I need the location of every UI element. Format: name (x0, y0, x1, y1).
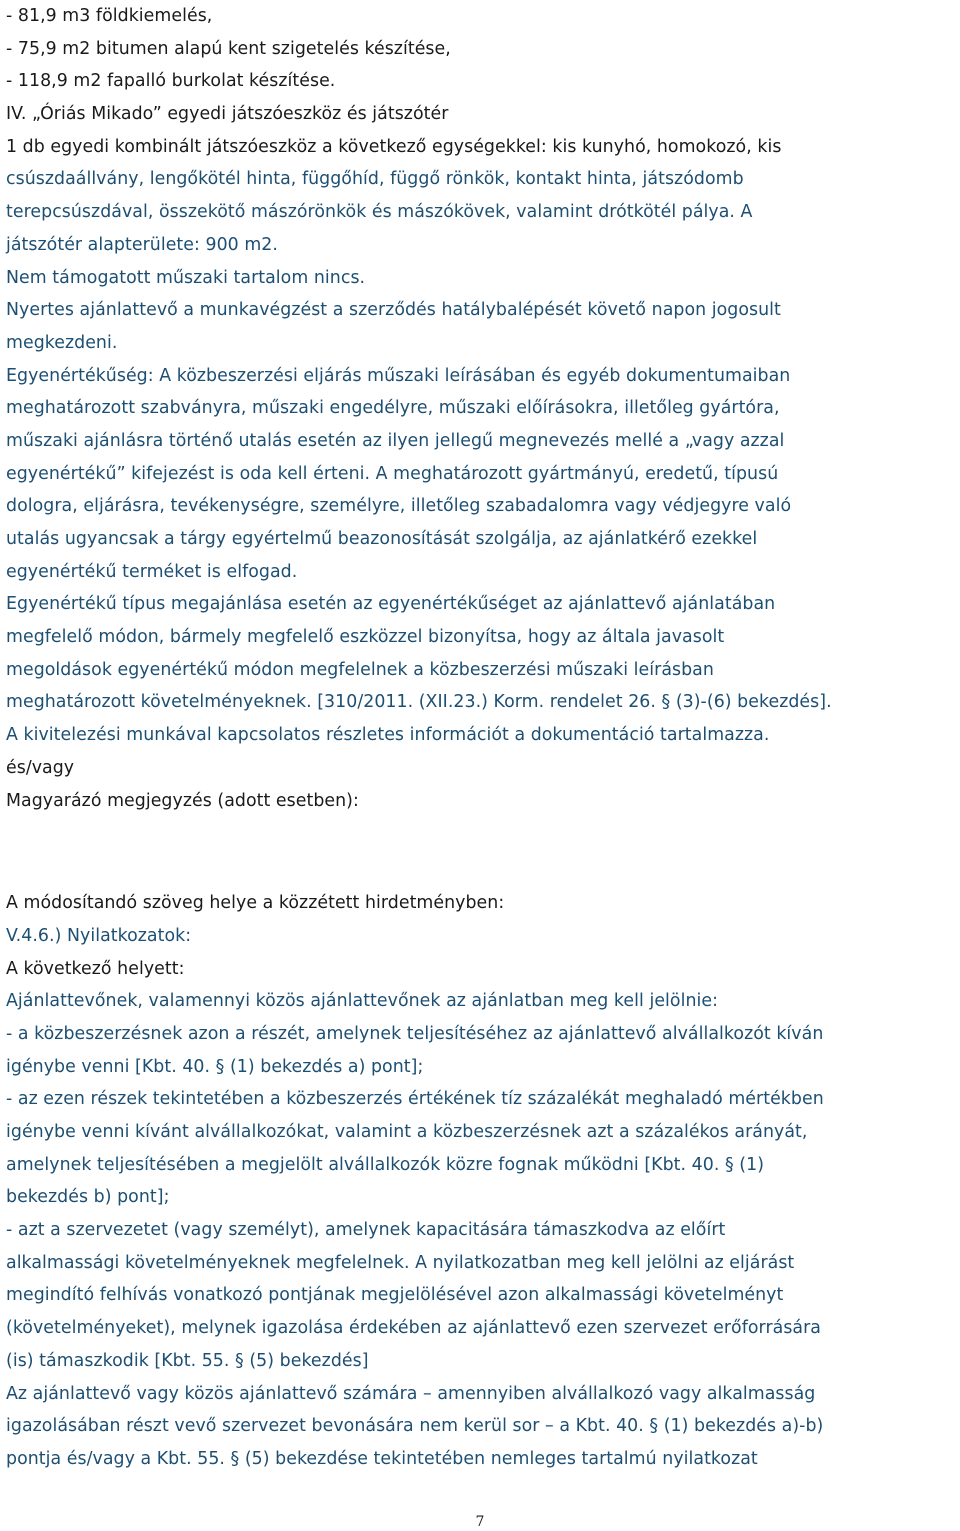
text-line: utalás ugyancsak a tárgy egyértelmű beazonosítását szolgálja, az ajánlatkérő ezekkel (6, 529, 758, 549)
text-line: - a közbeszerzésnek azon a részét, amelynek teljesítéséhez az ajánlattevő alvállalkozót kíván (6, 1023, 824, 1044)
playground-block (6, 98, 958, 752)
text-line: - 118,9 m2 fapalló burkolat készítése. (6, 71, 336, 92)
quantities-block (6, 0, 958, 98)
text-line: megindító felhívás vonatkozó pontjának megjelölésével azon alkalmassági követelményt (6, 1285, 784, 1306)
text-line: amelynek teljesítésében a megjelölt alvállalkozók közre fognak működni [Kbt. 40. § (1) (6, 1154, 765, 1175)
text-line: A kivitelezési munkával kapcsolatos részletes információt a dokumentáció tartalmazza. (6, 725, 770, 746)
document-page (6, 0, 958, 1476)
text-line: - az ezen részek tekintetében a közbeszerzés értékének tíz százalékát meghaladó mértékben (6, 1089, 824, 1110)
text-line: Egyenértékű típus megajánlása esetén az egyenértékűséget az ajánlattevő ajánlatában (6, 594, 776, 615)
text-line: Az ajánlattevő vagy közös ajánlattevő számára – amennyiben alvállalkozó vagy alkalmasság (6, 1383, 816, 1404)
text-line: - 75,9 m2 bitumen alapú kent szigetelés készítése, (6, 38, 451, 59)
text-line: megkezdeni. (6, 332, 118, 353)
spacer (6, 817, 958, 887)
text-line: igazolásában részt vevő szervezet bevonására nem kerül sor – a Kbt. 40. § (1) bekezdés a)-b) (6, 1416, 824, 1437)
section-label: V.4.6.) Nyilatkozatok: (6, 925, 192, 946)
text-line: Ajánlattevőnek, valamennyi közös ajánlattevőnek az ajánlatban meg kell jelölnie: (6, 991, 719, 1012)
text-line: igénybe venni kívánt alvállalkozókat, valamint a közbeszerzésnek azt a százalékos arányát, (6, 1122, 808, 1142)
text-line: műszaki ajánlásra történő utalás esetén az ilyen jellegű megnevezés mellé a „vagy azzal (6, 430, 785, 451)
location-label: A módosítandó szöveg helye a közzétett hirdetményben: (6, 893, 505, 914)
text-line: igénybe venni [Kbt. 40. § (1) bekezdés a) pont]; (6, 1056, 424, 1077)
text-line: - 81,9 m3 földkiemelés, (6, 6, 213, 26)
text-line: Nyertes ajánlattevő a munkavégzést a szerződés hatálybalépését követő napon jogosult (6, 300, 781, 321)
text-line: Egyenértékűség: A közbeszerzési eljárás műszaki leírásában és egyéb dokumentumaiban (6, 365, 791, 386)
text-line: megfelelő módon, bármely megfelelő eszközzel bizonyítsa, hogy az általa javasolt (6, 627, 725, 648)
section-heading: IV. „Óriás Mikado” egyedi játszóeszköz és játszótér (6, 104, 449, 125)
text-line: alkalmassági követelményeknek megfelelnek. A nyilatkozatban meg kell jelölni az eljárást (6, 1252, 795, 1273)
text-line: játszótér alapterülete: 900 m2. (6, 234, 278, 255)
page-number: 7 (475, 1514, 485, 1530)
text-line: meghatározott követelményeknek. [310/2011. (XII.23.) Korm. rendelet 26. § (3)-(6) bekezdés]. (6, 692, 832, 713)
text-line: (követelményeket), melynek igazolása érdekében az ajánlattevő ezen szervezet erőforrására (6, 1318, 821, 1339)
text-line: egyenértékű terméket is elfogad. (6, 561, 298, 582)
instead-label: A következő helyett: (6, 958, 185, 979)
text-line: bekezdés b) pont]; (6, 1187, 170, 1208)
text-line: megoldások egyenértékű módon megfelelnek a közbeszerzési műszaki leírásban (6, 659, 714, 680)
text-line: egyenértékű” kifejezést is oda kell érteni. A meghatározott gyártmányú, eredetű, típusú (6, 463, 779, 484)
text-line: meghatározott szabványra, műszaki engedélyre, műszaki előírásokra, illetőleg gyártóra, (6, 398, 780, 419)
text-line: csúszdaállvány, lengőkötél hinta, függőhíd, függő rönkök, kontakt hinta, játszódomb (6, 169, 744, 190)
note-label: Magyarázó megjegyzés (adott esetben): (6, 790, 359, 811)
text-line: pontja és/vagy a Kbt. 55. § (5) bekezdése tekintetében nemleges tartalmú nyilatkozat (6, 1448, 758, 1469)
text-line: Nem támogatott műszaki tartalom nincs. (6, 267, 366, 288)
and-or-label: és/vagy (6, 757, 75, 778)
text-line: 1 db egyedi kombinált játszóeszköz a következő egységekkel: kis kunyhó, homokozó, kis (6, 136, 782, 157)
declarations-block (6, 985, 958, 1475)
text-line: dologra, eljárásra, tevékenységre, személyre, illetőleg szabadalomra vagy védjegyre való (6, 496, 792, 517)
text-line: - azt a szervezetet (vagy személyt), amelynek kapacitására támaszkodva az előírt (6, 1220, 726, 1241)
text-line: terepcsúszdával, összekötő mászórönkök és mászókövek, valamint drótkötél pálya. A (6, 202, 753, 223)
text-line: (is) támaszkodik [Kbt. 55. § (5) bekezdés] (6, 1350, 369, 1371)
